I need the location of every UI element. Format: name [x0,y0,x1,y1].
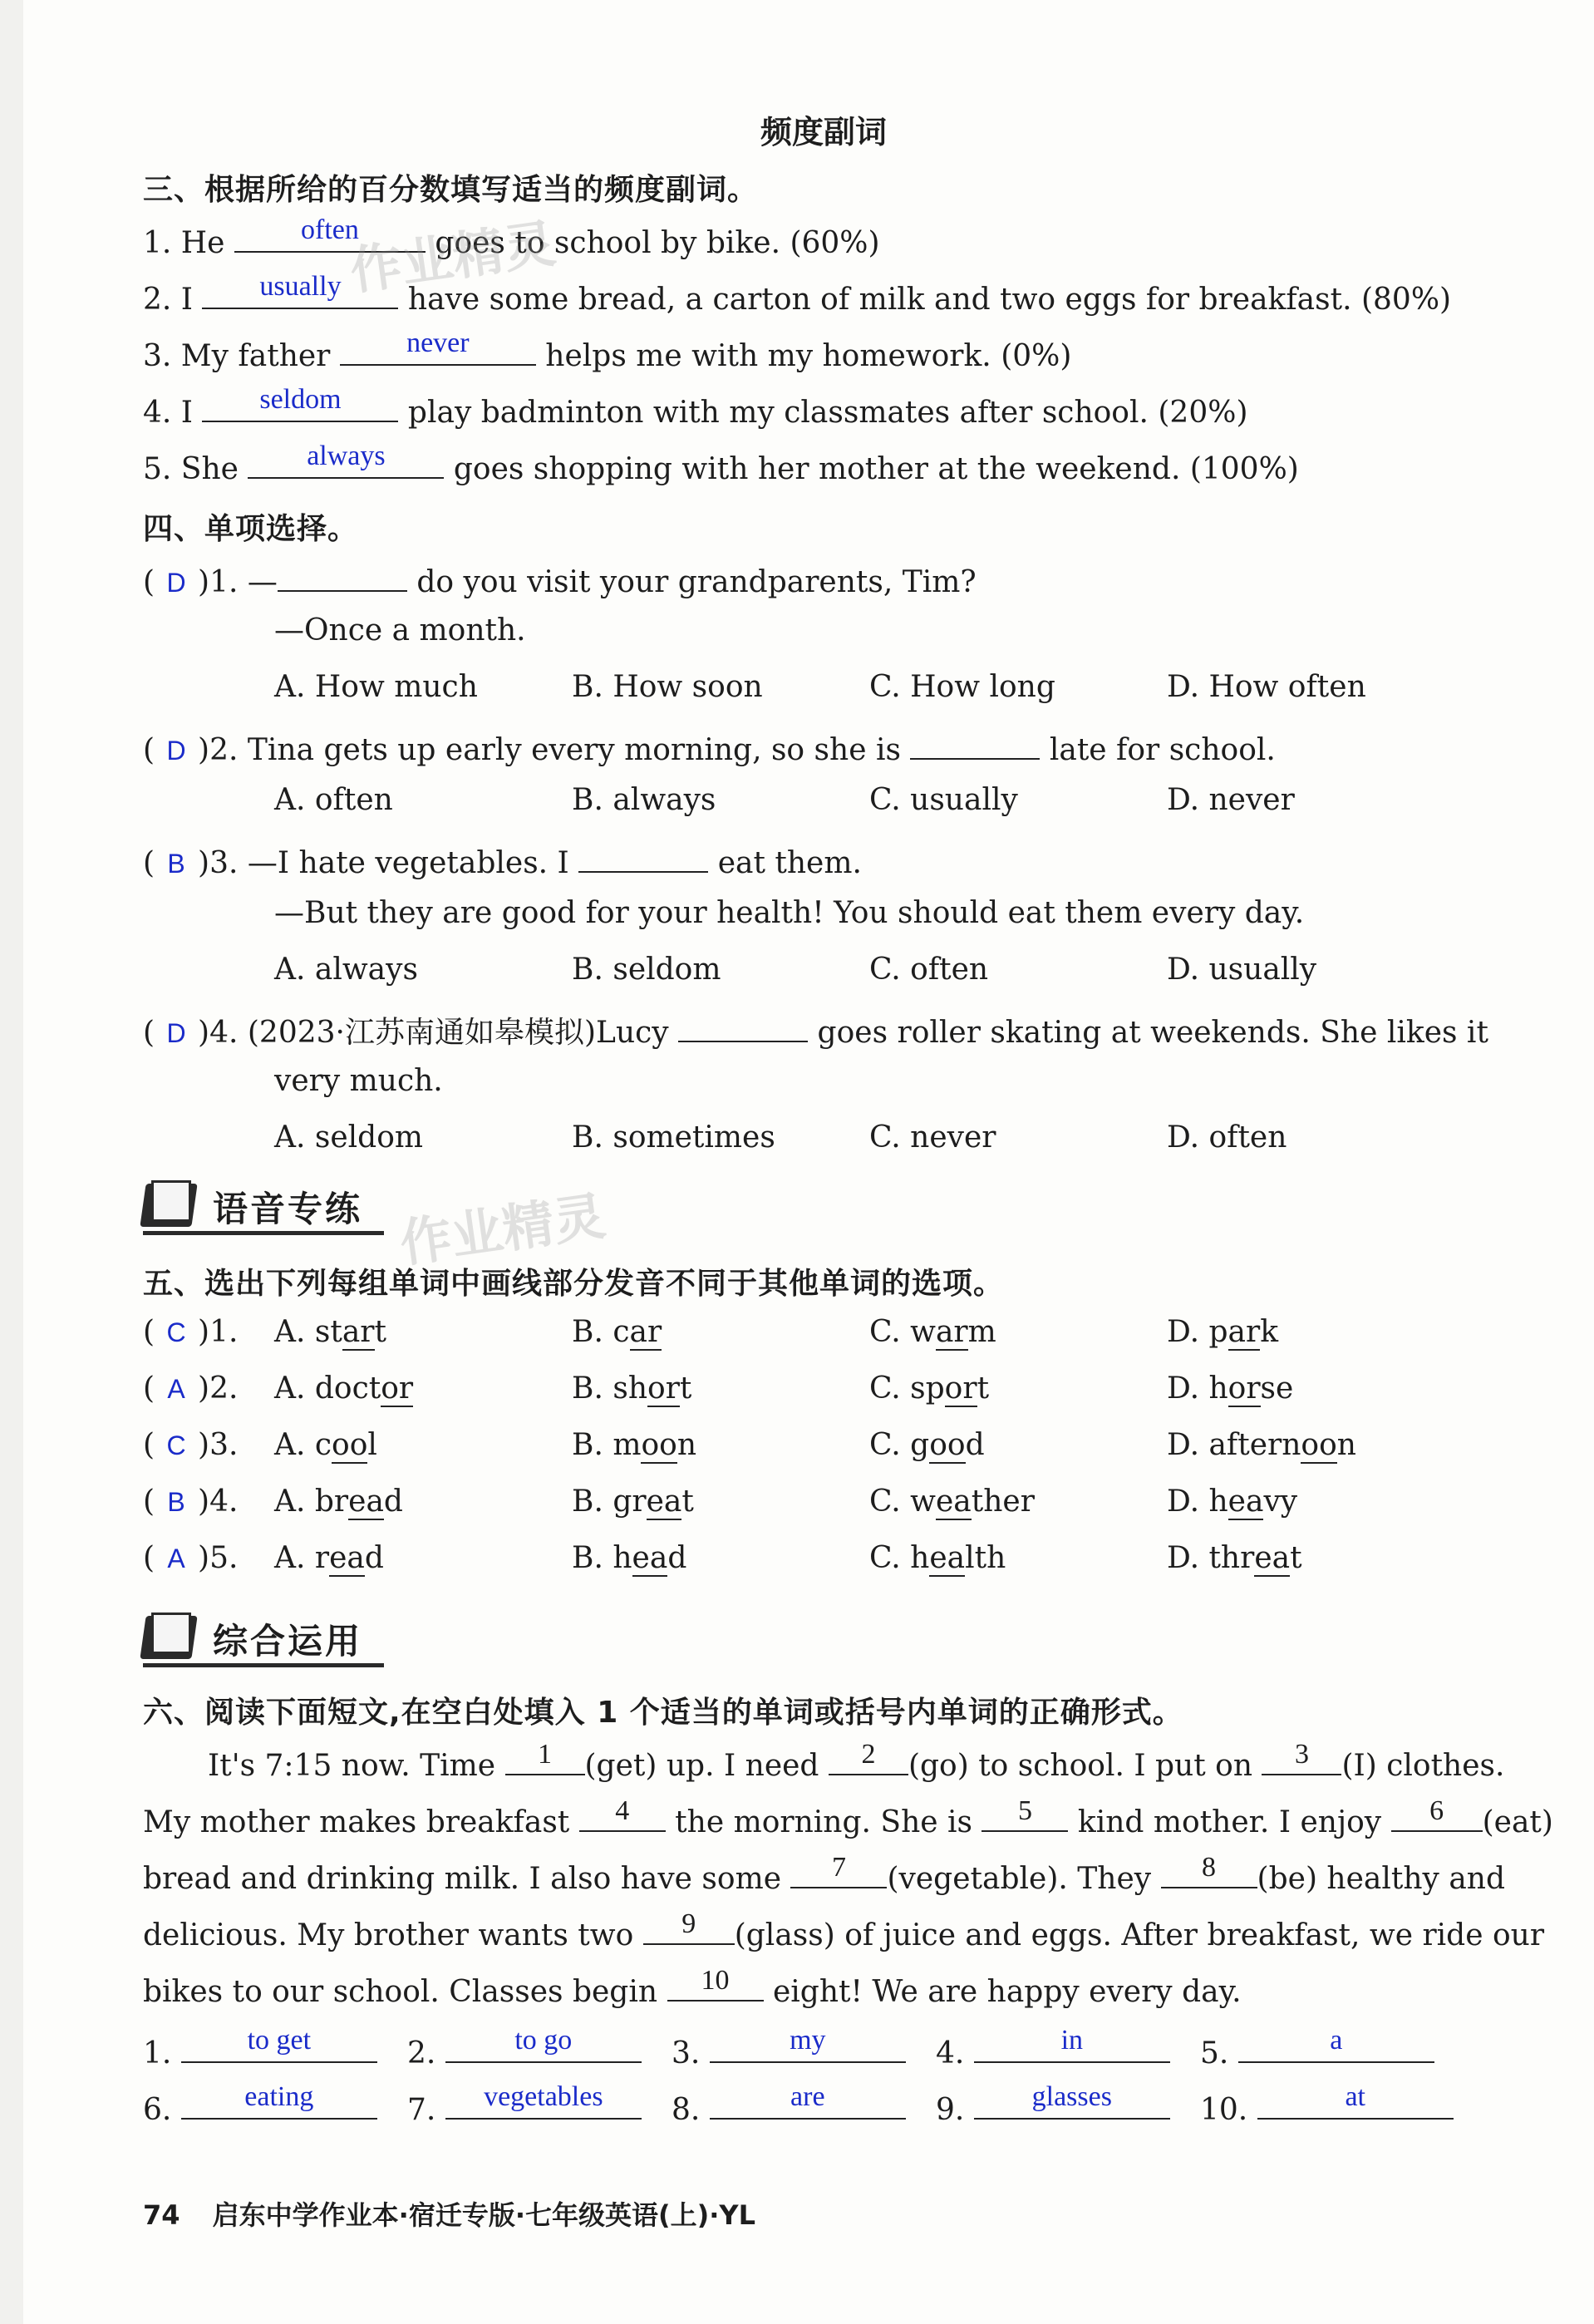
passage-line-5: bikes to our school. Classes begin 10 eight! We are happy every day. [143,1965,1242,2009]
s5-row-2-opt-a[interactable]: A. doctor [274,1371,414,1406]
passage-line-1: It's 7:15 now. Time 1 (get) up. I need 2 (go) to school. I put on 3 (I) clothes. [208,1739,1505,1783]
s4-q3-reply: —But they are good for your health! You should eat them every day. [274,896,1305,930]
s6-answer-blank[interactable]: eating [181,2085,377,2120]
s5-row-1-opt-b[interactable]: B. car [572,1315,662,1349]
s5-row-4: ( B )4. [143,1485,239,1519]
passage-line-3: bread and drinking milk. I also have some 7 (vegetable). They 8 (be) healthy and [143,1852,1506,1896]
s5-row-2-opt-c[interactable]: C. sport [869,1371,990,1406]
s4-q4-opt-c[interactable]: C. never [869,1120,996,1155]
s5-answer[interactable]: B [167,1487,185,1517]
s4-q3-opt-c[interactable]: C. often [869,953,989,987]
s4-q1-opt-b[interactable]: B. How soon [572,670,763,704]
s5-answer[interactable]: A [167,1374,185,1404]
s4-q1-opt-a[interactable]: A. How much [274,670,478,704]
banner-phonetics: 语音专练 [143,1180,392,1230]
s3-item-1: 1. He often goes to school by bike. (60%) [143,214,880,260]
s4-q1-reply: —Once a month. [274,613,526,647]
s4-q4-opt-a[interactable]: A. seldom [274,1120,424,1155]
s4-q1-opt-d[interactable]: D. How often [1167,670,1366,704]
s5-row-5: ( A )5. [143,1541,239,1575]
section4-heading: 四、单项选择。 [143,512,359,546]
s6-answer-4: 4. in [936,2028,1170,2070]
s6-answer-7: 7. vegetables [407,2085,642,2127]
s5-row-2-opt-b[interactable]: B. short [572,1371,692,1406]
section6-heading: 六、阅读下面短文,在空白处填入 1 个适当的单词或括号内单词的正确形式。 [143,1696,1183,1730]
watermark: 作业精灵 [346,213,559,302]
s6-answer-blank[interactable]: are [710,2085,906,2120]
s5-row-1-opt-d[interactable]: D. park [1167,1315,1279,1349]
s5-row-3: ( C )3. [143,1428,239,1462]
page-title: 频度副词 [760,114,888,150]
s3-blank-3[interactable]: never [340,332,536,366]
s3-blank-2[interactable]: usually [202,276,398,309]
s4-q1: ( D )1. — do you visit your grandparents, Tim? [143,559,977,599]
s3-item-3: 3. My father never helps me with my homework. (0%) [143,327,1072,373]
s4-q2-answer[interactable]: D [166,736,186,766]
s5-row-4-opt-b[interactable]: B. great [572,1485,694,1519]
book-page-icon [151,1180,191,1222]
s5-row-5-opt-c[interactable]: C. health [869,1541,1006,1575]
page-number: 74 [143,2199,180,2231]
s6-answer-blank[interactable]: at [1257,2085,1454,2120]
s6-answer-3: 3. my [672,2028,906,2070]
s5-row-2-opt-d[interactable]: D. horse [1167,1371,1294,1406]
s4-q2-opt-c[interactable]: C. usually [869,783,1018,817]
s6-answer-blank[interactable]: a [1238,2028,1434,2063]
book-page-icon [151,1613,191,1654]
s6-answer-10: 10. at [1200,2085,1454,2127]
s6-answer-6: 6. eating [143,2085,377,2127]
s4-q4-answer[interactable]: D [166,1018,186,1048]
s5-row-4-opt-d[interactable]: D. heavy [1167,1485,1298,1519]
s5-row-1-opt-a[interactable]: A. start [274,1315,386,1349]
s5-row-5-opt-a[interactable]: A. read [274,1541,384,1575]
banner-comprehensive: 综合运用 [143,1613,392,1662]
s4-q3-opt-a[interactable]: A. always [274,953,418,987]
s6-answer-blank[interactable]: glasses [974,2085,1170,2120]
s6-answer-5: 5. a [1200,2028,1434,2070]
s4-q2: ( D )2. Tina gets up early every morning, so she is late for school. [143,726,1276,767]
s6-answer-1: 1. to get [143,2028,377,2070]
page-edge [0,0,23,2324]
s5-row-1: ( C )1. [143,1315,239,1349]
s5-row-4-opt-a[interactable]: A. bread [274,1485,403,1519]
s5-row-4-opt-c[interactable]: C. weather [869,1485,1035,1519]
s5-answer[interactable]: C [166,1430,186,1460]
s6-answer-8: 8. are [672,2085,906,2127]
s3-item-5: 5. She always goes shopping with her mother at the weekend. (100%) [143,441,1299,486]
section5-heading: 五、选出下列每组单词中画线部分发音不同于其他单词的选项。 [143,1267,1005,1301]
s6-answer-9: 9. glasses [936,2085,1170,2127]
s4-q1-opt-c[interactable]: C. How long [869,670,1055,704]
s3-blank-4[interactable]: seldom [202,389,398,422]
s4-q1-answer[interactable]: D [166,568,186,598]
watermark: 作业精灵 [396,1185,609,1274]
s4-q2-opt-d[interactable]: D. never [1167,783,1295,817]
s3-item-2: 2. I usually have some bread, a carton of milk and two eggs for breakfast. (80%) [143,271,1452,317]
s4-q4-cont: very much. [274,1064,443,1098]
s6-answer-2: 2. to go [407,2028,642,2070]
s4-q3-opt-b[interactable]: B. seldom [572,953,721,987]
s5-answer[interactable]: C [166,1317,186,1347]
passage-line-4: delicious. My brother wants two 9 (glass) of juice and eggs. After breakfast, we ride our [143,1908,1545,1952]
passage-line-2: My mother makes breakfast 4 the morning. She is 5 kind mother. I enjoy 6 (eat) [143,1795,1553,1839]
s4-q3-answer[interactable]: B [167,849,185,879]
s4-q2-opt-a[interactable]: A. often [274,783,393,817]
s3-item-4: 4. I seldom play badminton with my classmates after school. (20%) [143,384,1248,430]
s4-q4: ( D )4. (2023·江苏南通如皋模拟)Lucy goes roller skating at weekends. She likes it [143,1009,1488,1051]
s4-q4-opt-d[interactable]: D. often [1167,1120,1287,1155]
footer-text: 启东中学作业本·宿迁专版·七年级英语(上)·YL [212,2199,755,2231]
s5-row-5-opt-b[interactable]: B. head [572,1541,687,1575]
s6-answer-blank[interactable]: to get [181,2028,377,2063]
s3-blank-5[interactable]: always [248,446,444,479]
s4-q3-opt-d[interactable]: D. usually [1167,953,1317,987]
s5-answer[interactable]: A [167,1544,185,1573]
s5-row-5-opt-d[interactable]: D. threat [1167,1541,1302,1575]
s4-q2-opt-b[interactable]: B. always [572,783,716,817]
footer [143,2194,755,2233]
s6-answer-blank[interactable]: vegetables [445,2085,642,2120]
s6-answer-blank[interactable]: my [710,2028,906,2063]
s5-row-3-opt-a[interactable]: A. cool [274,1428,377,1462]
s4-q4-opt-b[interactable]: B. sometimes [572,1120,775,1155]
s5-row-2: ( A )2. [143,1371,239,1406]
s5-row-3-opt-d[interactable]: D. afternoon [1167,1428,1356,1462]
s5-row-1-opt-c[interactable]: C. warm [869,1315,996,1349]
section3-heading: 三、根据所给的百分数填写适当的频度副词。 [143,173,759,207]
s3-blank-1[interactable]: often [234,219,426,253]
s6-answer-blank[interactable]: to go [445,2028,642,2063]
s6-answer-blank[interactable]: in [974,2028,1170,2063]
s5-row-3-opt-c[interactable]: C. good [869,1428,985,1462]
s4-q3: ( B )3. —I hate vegetables. I eat them. [143,839,862,880]
s5-row-3-opt-b[interactable]: B. moon [572,1428,697,1462]
